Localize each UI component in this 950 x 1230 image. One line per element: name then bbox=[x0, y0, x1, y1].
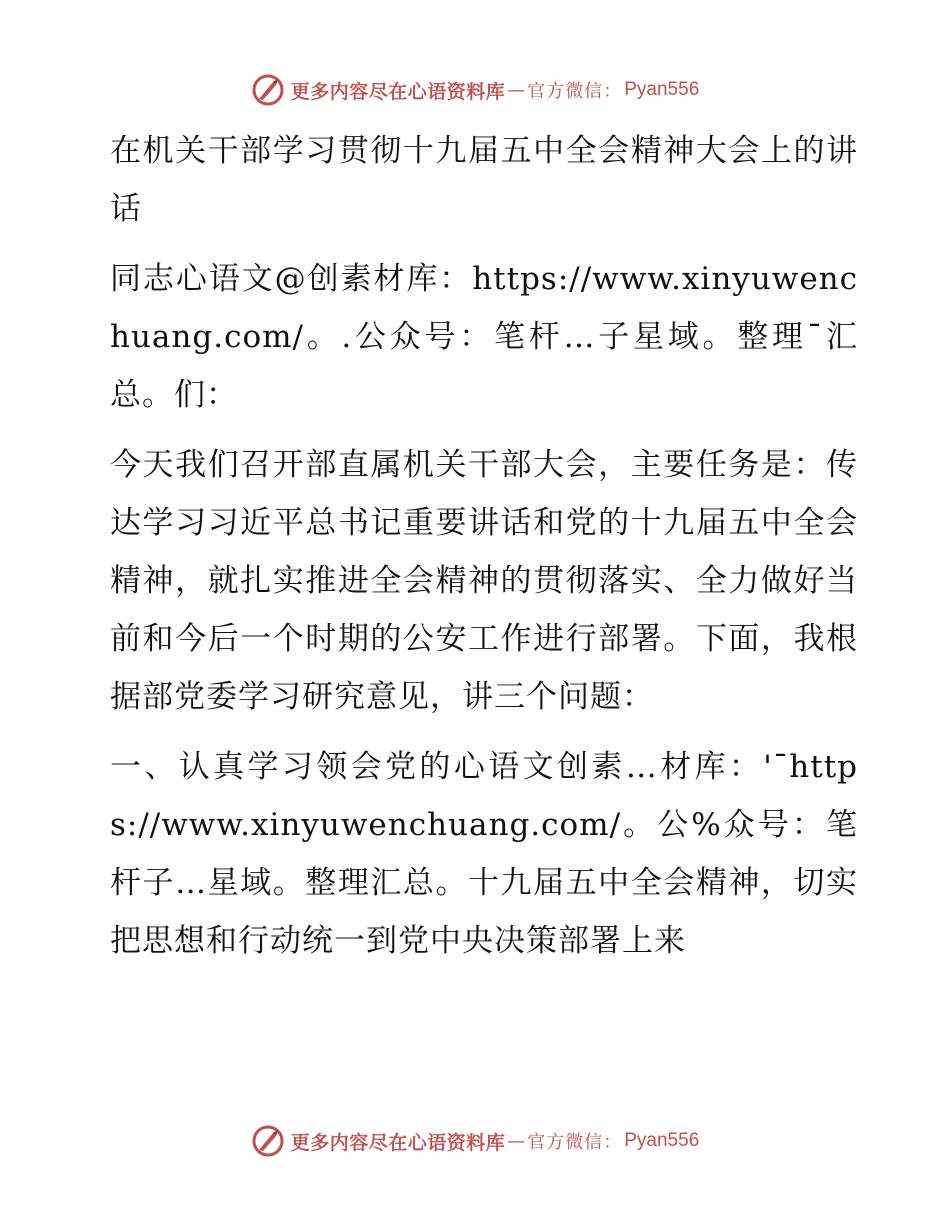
body-paragraph-1: 今天我们召开部直属机关干部大会，主要任务是：传达学习习近平总书记重要讲话和党的十九届五中全会精神，就扎实推进全会精神的贯彻落实、全力做好当前和今后一个时期的公安工作进行部署。下面，我根据部党委学习研究意见，讲三个问题： bbox=[110, 447, 858, 715]
footer-site-text: 更多内容尽在心语资料库 bbox=[290, 1131, 506, 1154]
quill-logo-icon bbox=[251, 73, 285, 107]
header-wechat-id: Pyan556 bbox=[624, 79, 700, 100]
header-watermark bbox=[0, 70, 950, 110]
document-body bbox=[98, 122, 858, 970]
quill-logo-icon bbox=[251, 1124, 285, 1158]
header-wechat-label: 官方微信： bbox=[527, 81, 623, 102]
header-dash: — bbox=[507, 79, 526, 101]
header-site-text: 更多内容尽在心语资料库 bbox=[290, 80, 506, 103]
document-title: 在机关干部学习贯彻十九届五中全会精神大会上的讲话 bbox=[110, 133, 858, 227]
footer-wechat-id: Pyan556 bbox=[624, 1130, 700, 1151]
footer-watermark bbox=[0, 1121, 950, 1161]
salutation-paragraph: 同志心语文@创素材库：https://www.xinyuwenchuang.com/。.公众号：笔杆…子星域。整理¯汇总。们： bbox=[110, 261, 858, 413]
footer-wechat-label: 官方微信： bbox=[527, 1132, 623, 1153]
footer-dash: — bbox=[507, 1130, 526, 1152]
section-heading-1: 一、认真学习领会党的心语文创素…材库：'¯https://www.xinyuwenchuang.com/。公%众号：笔杆子…星域。整理汇总。十九届五中全会精神，切实把思想和行动统一到党中央决策部署上来 bbox=[110, 749, 858, 959]
